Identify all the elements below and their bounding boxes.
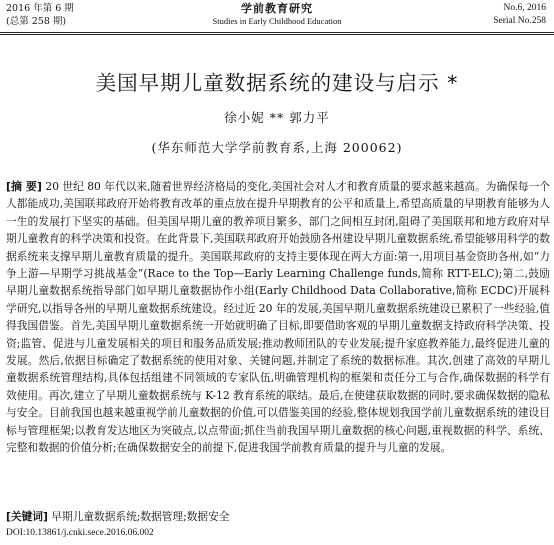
journal-header: [0, 0, 554, 36]
article-authors: 徐小妮 ** 郭力平: [224, 110, 330, 125]
issue-cn: 2016 年第 6 期: [6, 3, 74, 14]
journal-name-en: Studies in Early Childhood Education: [212, 16, 342, 26]
serial-en: Serial No.258: [493, 16, 546, 26]
issue-en: No.6, 2016: [503, 3, 546, 13]
doi: DOI:10.13861/j.cnki.sece.2016.06.002: [6, 528, 154, 538]
keywords-block: [6, 510, 229, 524]
header-right: [493, 2, 546, 28]
journal-name-cn: 学前教育研究: [241, 2, 313, 15]
header-center: [0, 2, 554, 28]
header-rule-top: [0, 32, 554, 33]
abstract-block: [6, 178, 550, 457]
article-affiliation: (华东师范大学学前教育系,上海 200062): [151, 140, 403, 155]
serial-cn: (总第 258 期): [6, 16, 67, 27]
abstract-label: [摘 要]: [6, 180, 42, 193]
abstract-text: 20 世纪 80 年代以来,随着世界经济格局的变化,美国社会对人才和教育质量的要求越来越高。为确保每一个人都能成功,美国联邦政府开始将教育改革的重点放在提升早期教育的公平和质量上,希望高质量的早期教育能够为人一生的发展打下坚实的基础。但美国早期儿童的教养项目繁多、部门之间相互封闭,阻碍了美国联邦和地方政府对早期儿童教育的科学决策和投资。在此背景下,美国联邦政府开始鼓励各州建设早期儿童数据系统,希望能够用科学的数据系统来支撑早期儿童教育质量的提升。美国联邦政府的支持主要体现在两大方面:第一,用项目基金资助各州,如“力争上游—早期学习挑战基金”(Race to the Top—Early Learning Challenge funds,简称 RTT-ELC);第二,鼓励早期儿童数据系统指导部门如早期儿童数据协作小组(Early Childhood Data Collaborative,简称 ECDC)开展科学研究,以指导各州的早期儿童数据系统建设。经过近 20 年的发展,美国早期儿童数据系统建设已累积了一些经验,值得我国借鉴。首先,美国早期儿童数据系统一开始就明确了目标,即要借助客观的早期儿童数据支持政府科学决策、投资;监管、促进与儿童发展相关的项目和服务品质发展;推动教师团队的专业发展;提升家庭教养能力,最终促进儿童的发展。然后,依据目标确定了数据系统的使用对象、关键问题,并制定了系统的数据标准。其次,创建了高效的早期儿童数据系统管理结构,具体包括组建不同领域的专家队伍,明确管理机构的框架和责任分工与合作,确保数据的科学有效使用。再次,建立了早期儿童数据系统与 K-12 教育系统的联结。最后,在使建获取数据的同时,要求确保数据的隐私与安全。目前我国也越来越重视学前儿童数据的价值,可以借鉴美国的经验,整体规划我国学前儿童数据系统的建设目标与管理框架;以教育发达地区为突破点,以点带面;抓住当前我国早期儿童数据的核心问题,重视数据的科学、系统、完整和数据的价值分析;在确保数据安全的前提下,促进我国学前教育质量的提升与儿童的发展。: [6, 180, 550, 455]
article-title: 美国早期儿童数据系统的建设与启示 *: [95, 71, 459, 95]
keywords-label: [关键词]: [6, 510, 48, 523]
keywords-text: 早期儿童数据系统;数据管理;数据安全: [51, 510, 230, 523]
header-rule-bottom: [0, 34, 554, 35]
